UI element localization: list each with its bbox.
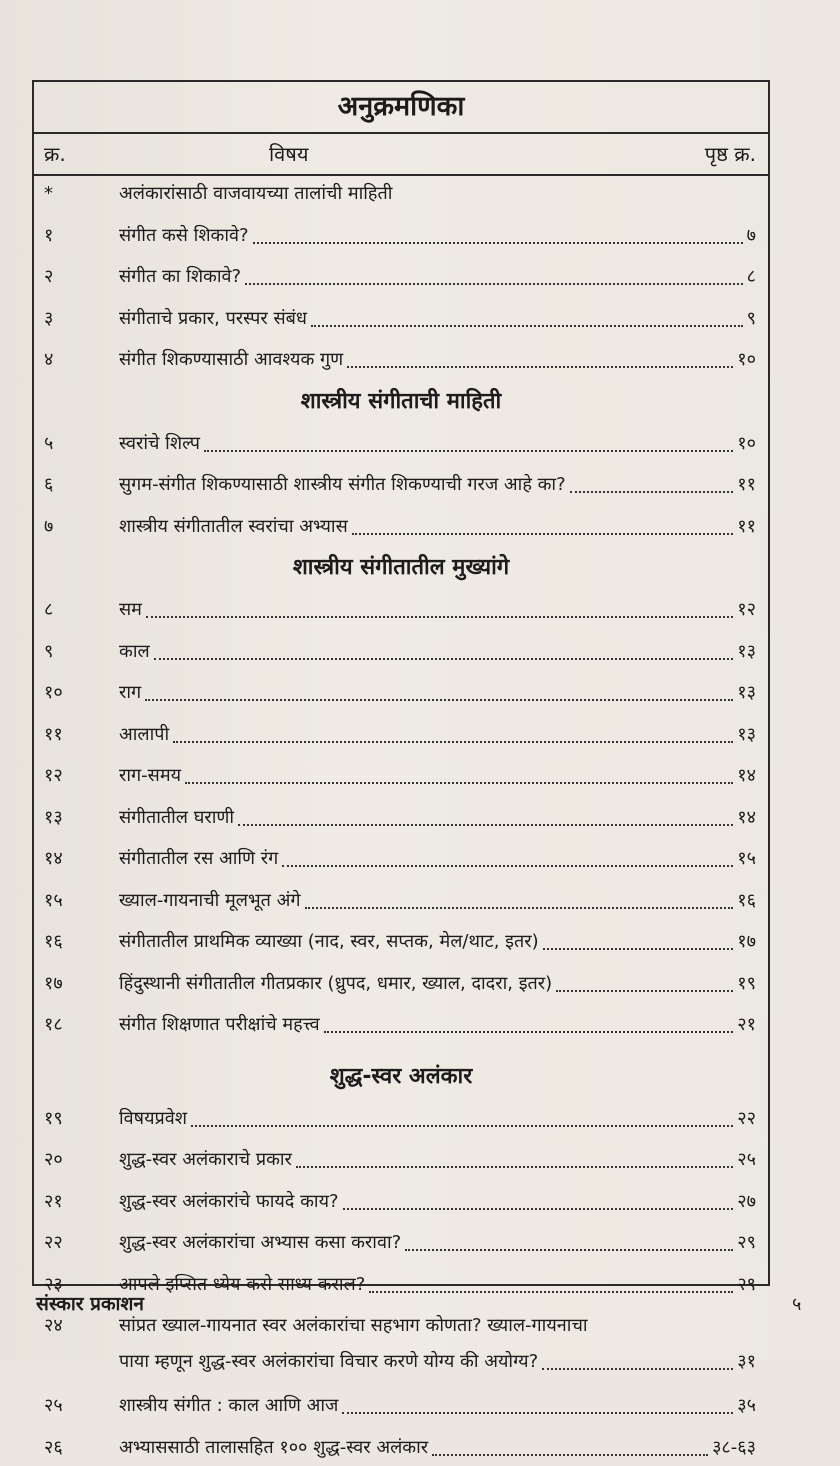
entry-text-line (119, 634, 756, 670)
dot-leader (311, 311, 743, 327)
dot-leader (146, 602, 733, 618)
entry-page: १० (737, 349, 756, 370)
dot-leader (432, 1440, 708, 1456)
entry-title: शास्त्रीय संगीत : काल आणि आज (119, 1395, 339, 1416)
toc-entry (34, 467, 768, 503)
entry-title: राग (119, 682, 142, 703)
entry-page: २५ (737, 1149, 756, 1170)
entry-number: * (44, 183, 53, 204)
entry-number: १० (44, 682, 63, 703)
entry-page: १३ (737, 723, 756, 745)
entry-page: १४ (737, 806, 756, 828)
entry-number: ३ (44, 307, 54, 329)
entry-number: २४ (44, 1315, 63, 1336)
entry-title: शुद्ध-स्वर अलंकारांचा अभ्यास कसा करावा? (119, 1232, 402, 1253)
entry-page: १९ (737, 972, 756, 994)
entry-text-line (119, 301, 756, 337)
toc-entry (34, 1142, 768, 1178)
entry-title: संगीताचे प्रकार, परस्पर संबंध (119, 307, 307, 329)
dot-leader (173, 727, 733, 743)
entry-text-line (119, 924, 756, 960)
dot-leader (185, 768, 733, 784)
entry-title: अलंकारांसाठी वाजवायच्या तालांची माहिती (119, 183, 393, 204)
dot-leader (369, 1277, 733, 1293)
entry-title: विषयप्रवेश (119, 1107, 188, 1129)
entry-page: २१ (737, 1014, 756, 1035)
section-heading: शास्त्रीय संगीतातील मुख्यांगे (292, 555, 510, 580)
entry-number: १ (44, 224, 54, 246)
section-heading: शुद्ध-स्वर अलंकार (329, 1063, 473, 1089)
entry-page: २९ (737, 1232, 756, 1253)
entry-number: २० (44, 1149, 63, 1170)
entry-number: ४ (44, 349, 54, 370)
toc-header-row (34, 134, 768, 176)
dot-leader (191, 1111, 733, 1127)
entry-title: संगीत शिकण्यासाठी आवश्यक गुण (119, 349, 344, 370)
entry-number: १७ (44, 972, 63, 994)
entry-number: १२ (44, 765, 63, 786)
entry-number: ११ (44, 723, 63, 745)
entry-number: २ (44, 266, 54, 287)
dot-leader (352, 519, 734, 535)
section-heading: शास्त्रीय संगीताची माहिती (300, 388, 502, 414)
entry-title: शुद्ध-स्वर अलंकारांचे फायदे काय? (119, 1190, 339, 1212)
entry-title-line-2: पाया म्हणून शुद्ध-स्वर अलंकारांचा विचार करणे योग्य की अयोग्य? (119, 1351, 539, 1372)
entry-title: शास्त्रीय संगीतातील स्वरांचा अभ्यास (119, 515, 348, 537)
toc-entry (34, 1388, 768, 1424)
page-title: अनुक्रमणिका (34, 82, 768, 134)
toc-entry (34, 218, 768, 254)
entry-number: २६ (44, 1436, 63, 1458)
header-subject: विषय (269, 142, 309, 166)
entry-title: संगीत शिक्षणात परीक्षांचे महत्त्व (119, 1014, 320, 1035)
entry-page: १७ (737, 931, 756, 952)
entry-page: १२ (737, 599, 756, 620)
dot-leader (282, 851, 733, 867)
entry-number: ५ (44, 432, 54, 454)
entry-title: ख्याल-गायनाची मूलभूत अंगे (119, 889, 301, 911)
page-number: ५ (792, 1294, 802, 1315)
toc-entry (34, 301, 768, 337)
entry-text-line (119, 509, 756, 545)
toc-entry (34, 675, 768, 711)
entry-number: ९ (44, 640, 54, 662)
entry-number: २१ (44, 1190, 63, 1212)
entry-page: २९ (737, 1273, 756, 1295)
entry-text-line (119, 342, 756, 378)
entry-title: अभ्याससाठी तालासहित १०० शुद्ध-स्वर अलंकार (119, 1436, 429, 1458)
dot-leader (296, 1152, 733, 1168)
entry-title: शुद्ध-स्वर अलंकाराचे प्रकार (119, 1149, 292, 1170)
entry-text-line (119, 1430, 756, 1466)
dot-leader (405, 1235, 733, 1251)
toc-entry (34, 841, 768, 877)
entry-number: १३ (44, 806, 63, 828)
header-number: क्र. (44, 142, 66, 166)
publisher-name: संस्कार प्रकाशन (36, 1293, 144, 1315)
entry-text-line (119, 176, 756, 212)
toc-entry (34, 426, 768, 462)
header-page: पृष्ठ क्र. (704, 142, 756, 166)
entry-text-line (119, 1388, 756, 1424)
entry-title: सुगम-संगीत शिकण्यासाठी शास्त्रीय संगीत शिकण्याची गरज आहे का? (119, 474, 566, 495)
toc-entry (34, 758, 768, 794)
entry-number: ७ (44, 515, 54, 537)
entry-number: २५ (44, 1395, 63, 1416)
dot-leader (245, 269, 743, 285)
toc-entry (34, 342, 768, 378)
dot-leader (343, 1194, 734, 1210)
entry-number: १५ (44, 889, 63, 911)
toc-entry (34, 1430, 768, 1466)
dot-leader (154, 644, 734, 660)
entry-title: संगीतातील प्राथमिक व्याख्या (नाद, स्वर, सप्तक, मेल/थाट, इतर) (119, 931, 539, 952)
toc-entry (34, 966, 768, 1002)
entry-page: १४ (737, 765, 756, 786)
entry-title: स्वरांचे शिल्प (119, 432, 201, 454)
entry-text-line (119, 717, 756, 753)
toc-entry (34, 509, 768, 545)
entry-page: ३८-६३ (712, 1436, 756, 1458)
toc-entry (34, 1267, 768, 1303)
entry-text-line (119, 426, 756, 462)
entry-text-line (119, 841, 756, 877)
toc-entry (34, 924, 768, 960)
entry-page: ७ (746, 224, 756, 246)
dot-leader (145, 685, 733, 701)
entry-title: संगीत कसे शिकावे? (119, 224, 249, 246)
entry-page: २७ (737, 1190, 756, 1212)
toc-entry (34, 883, 768, 919)
entry-text-line (119, 259, 756, 295)
entry-page: २२ (737, 1107, 756, 1129)
entry-number: १६ (44, 931, 63, 952)
dot-leader (556, 976, 733, 992)
entry-title: संगीत का शिकावे? (119, 266, 242, 287)
entry-number: १९ (44, 1107, 63, 1129)
toc-entry (34, 1308, 768, 1380)
entry-page: १० (737, 432, 756, 454)
entry-page: ११ (737, 515, 756, 537)
dot-leader (543, 934, 734, 950)
entry-title: सम (119, 599, 142, 620)
entry-page: ३१ (737, 1351, 756, 1372)
toc-entry (34, 259, 768, 295)
toc-entry (34, 634, 768, 670)
entry-text-line (119, 1344, 756, 1380)
entry-page: १५ (737, 848, 756, 869)
dot-leader (305, 893, 734, 909)
entry-text-line (119, 1101, 756, 1137)
entry-page: ९ (746, 307, 756, 329)
entry-text-line (119, 883, 756, 919)
entry-number: ६ (44, 474, 54, 495)
entry-number: १४ (44, 848, 63, 869)
dot-leader (342, 1398, 733, 1414)
entry-text-line (119, 966, 756, 1002)
dot-leader (204, 436, 733, 452)
dot-leader (324, 1017, 734, 1033)
entry-title-line-1: सांप्रत ख्याल-गायनात स्वर अलंकारांचा सहभाग कोणता? ख्याल-गायनाचा (119, 1315, 588, 1336)
entry-page: ३५ (737, 1395, 756, 1416)
entry-title: राग-समय (119, 765, 182, 786)
dot-leader (253, 228, 743, 244)
entry-title: काल (119, 640, 150, 662)
entry-page: ८ (746, 266, 756, 287)
toc-entry (34, 592, 768, 628)
entry-text-line (119, 467, 756, 503)
toc-entry (34, 1007, 768, 1043)
entry-title: हिंदुस्थानी संगीतातील गीतप्रकार (ध्रुपद, धमार, ख्याल, दादरा, इतर) (119, 972, 553, 994)
dot-leader (347, 352, 733, 368)
entry-page: ११ (737, 474, 756, 495)
toc-entry (34, 176, 768, 212)
entry-text-line (119, 1225, 756, 1261)
entry-title: संगीतातील रस आणि रंग (119, 848, 279, 869)
entry-text-line (119, 1184, 756, 1220)
entry-page: १६ (737, 889, 756, 911)
toc-entry (34, 800, 768, 836)
dot-leader (570, 477, 734, 493)
entry-title: आपले इप्सित ध्येय कसे साध्य कराल? (119, 1273, 366, 1295)
entry-text-line (119, 1142, 756, 1178)
entry-page: १३ (737, 682, 756, 703)
entry-text-line (119, 800, 756, 836)
toc-entry (34, 1101, 768, 1137)
entry-text-line (119, 592, 756, 628)
entry-number: २२ (44, 1232, 63, 1253)
entry-text-line (119, 218, 756, 254)
entry-text-line (119, 1007, 756, 1043)
entry-number: ८ (44, 599, 54, 620)
toc-entry (34, 717, 768, 753)
entry-page: १३ (737, 640, 756, 662)
entry-title: आलापी (119, 723, 170, 745)
toc-entry (34, 1225, 768, 1261)
dot-leader (542, 1354, 733, 1370)
entry-text-line (119, 758, 756, 794)
entry-text-line (119, 675, 756, 711)
dot-leader (238, 810, 733, 826)
toc-entry (34, 1184, 768, 1220)
entry-number: २३ (44, 1273, 63, 1295)
entry-title: संगीतातील घराणी (119, 806, 235, 828)
entry-text-line (119, 1267, 756, 1303)
entry-number: १८ (44, 1014, 63, 1035)
